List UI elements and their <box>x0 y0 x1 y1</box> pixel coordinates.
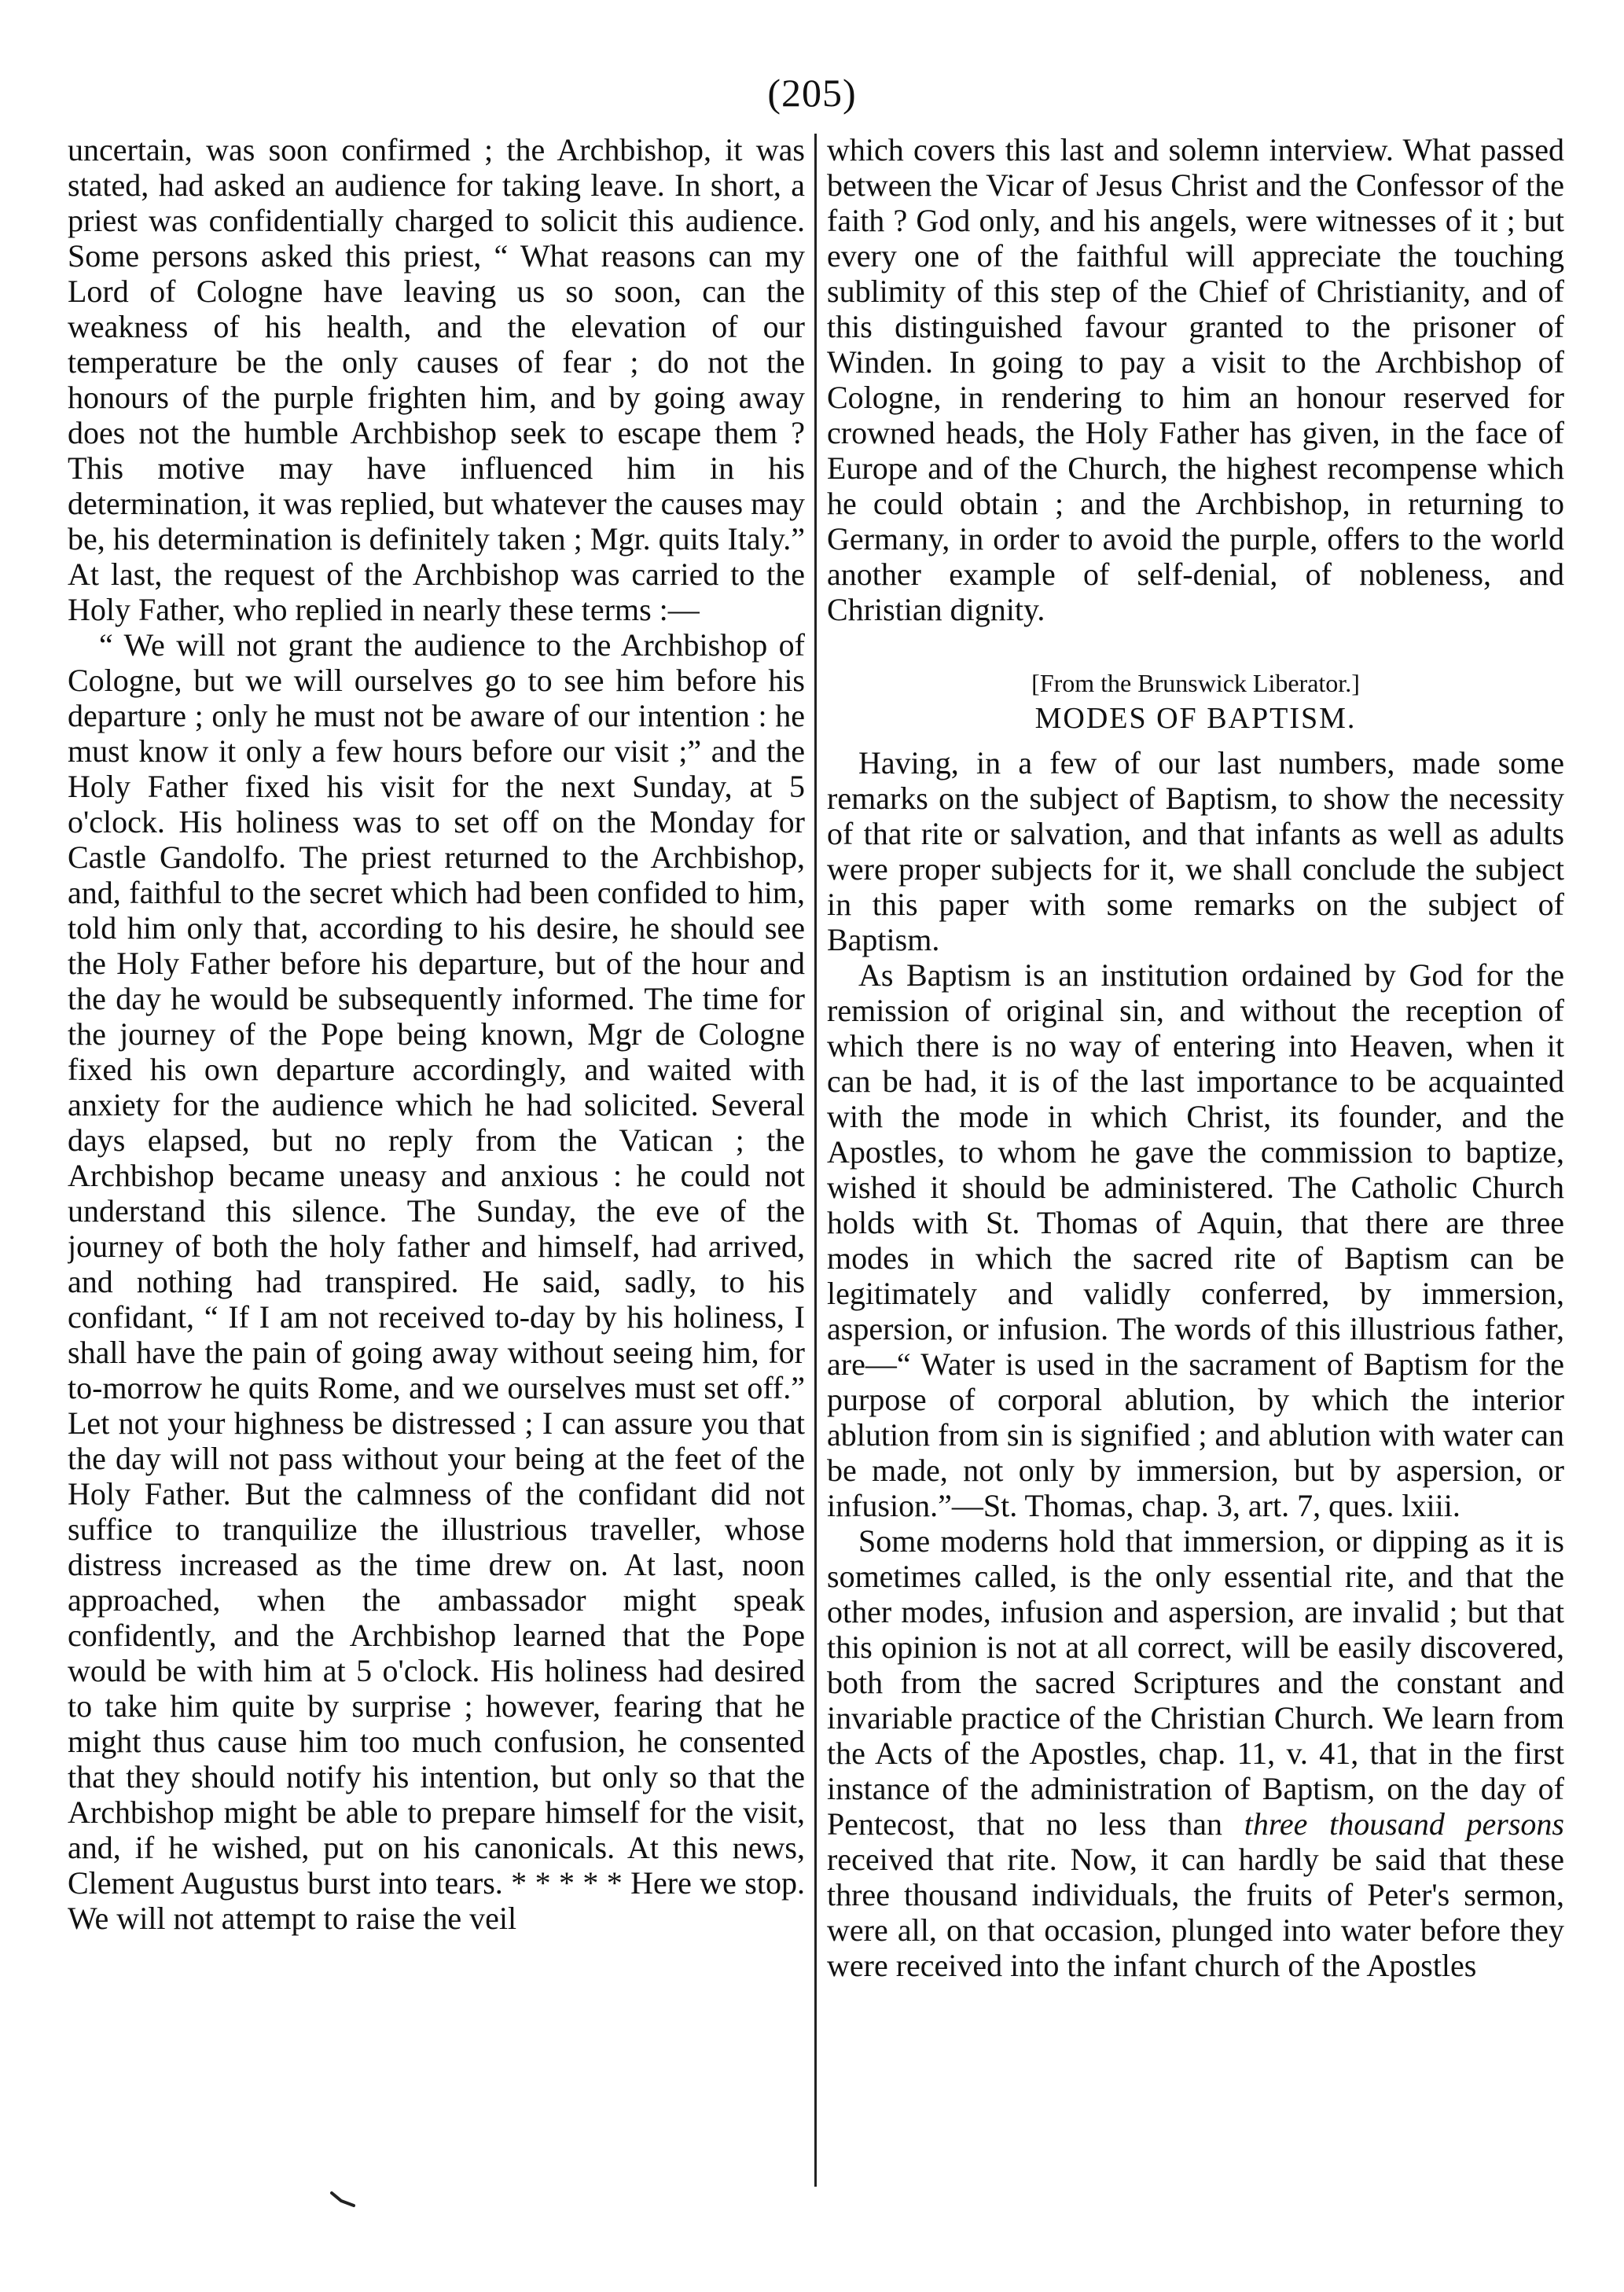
right-column <box>827 132 1564 2262</box>
right-paragraph-4-italic: three thousand persons <box>1244 1806 1564 1842</box>
article-source: [From the Brunswick Liberator.] <box>1031 669 1360 697</box>
right-paragraph-4-start: Some moderns hold that immersion, or dipping as it is sometimes called, is the only essential rite, and that the other modes, infusion and aspersion, are invalid ; but that this opinion is not at all correct, will be easily discovered, both from the sacred Scriptures and the constant and invariable practice of the Christian Church. We learn from the Acts of the Apostles, chap. 11, v. 41, that in the first instance of the administration of Baptism, on the day of Pentecost, that no less than <box>827 1523 1564 1842</box>
left-column <box>68 132 805 2262</box>
left-paragraph-1: uncertain, was soon confirmed ; the Archbishop, it was stated, had asked an audience for taking leave. In short, a priest was confidentially charged to solicit this audience. Some persons asked this priest, “ What reasons can my Lord of Cologne have leaving us so soon, can the weakness of his health, and the elevation of our temperature be the only causes of fear ; do not the honours of the purple frighten him, and by going away does not the humble Archbishop seek to escape them ? This motive may have influenced him in his determination, it was replied, but whatever the causes may be, his determination is definitely taken ; Mgr. quits Italy.” At last, the request of the Archbishop was carried to the Holy Father, who replied in nearly these terms :— <box>68 132 805 627</box>
right-paragraph-3: As Baptism is an institution ordained by God for the remission of original sin, and without the reception of which there is no way of entering into Heaven, when it can be had, it is of the last importance to be acquainted with the mode in which Christ, its founder, and the Apostles, to whom he gave the commission to baptize, wished it should be administered. The Catholic Church holds with St. Thomas of Aquin, that there are three modes in which the sacred rite of Baptism can be legitimately and validly conferred, by immersion, aspersion, or infusion. The words of this illustrious father, are—“ Water is used in the sacrament of Baptism for the purpose of corporal ablution, by which the interior ablution from sin is signified ; and ablution with water can be made, not only by immersion, but by aspersion, or infusion.”—St. Thomas, chap. 3, art. 7, ques. lxiii. <box>827 957 1564 1523</box>
ink-mark <box>330 2190 357 2209</box>
right-paragraph-2: Having, in a few of our last numbers, made some remarks on the subject of Baptism, to show the necessity of that rite or salvation, and that infants as well as adults were proper subjects for it, we shall conclude the subject in this paper with some remarks on the subject of Baptism. <box>827 745 1564 957</box>
right-paragraph-4-end: received that rite. Now, it can hardly be said that these three thousand individuals, the fruits of Peter's sermon, were all, on that occasion, plunged into water before they were received into the infant church of the Apostles <box>827 1842 1564 1983</box>
right-paragraph-4 <box>827 1523 1564 1983</box>
page-number: (205) <box>767 71 857 115</box>
column-divider <box>814 134 817 2187</box>
article-heading: MODES OF BAPTISM. <box>1034 702 1357 735</box>
right-paragraph-1: which covers this last and solemn interview. What passed between the Vicar of Jesus Christ and the Confessor of the faith ? God only, and his angels, were witnesses of it ; but every one of the faithful will appreciate the touching sublimity of this step of the Chief of Christianity, and of this distinguished favour granted to the prisoner of Winden. In going to pay a visit to the Archbishop of Cologne, in rendering to him an honour reserved for crowned heads, the Holy Father has given, in the face of Europe and of the Church, the highest recompense which he could obtain ; and the Archbishop, in returning to Germany, in order to avoid the purple, offers to the world another example of self-denial, of nobleness, and Christian dignity. <box>827 132 1564 627</box>
left-paragraph-2: “ We will not grant the audience to the Archbishop of Cologne, but we will ourselves go to see him before his departure ; only he must not be aware of our intention : he must know it only a few hours before our visit ;” and the Holy Father fixed his visit for the next Sunday, at 5 o'clock. His holiness was to set off on the Monday for Castle Gandolfo. The priest returned to the Archbishop, and, faithful to the secret which had been confided to him, told him only that, according to his desire, he should see the Holy Father before his departure, but of the hour and the day he would be subsequently informed. The time for the journey of the Pope being known, Mgr de Cologne fixed his own departure accordingly, and waited with anxiety for the audience which he had solicited. Several days elapsed, but no reply from the Vatican ; the Archbishop became uneasy and anxious : he could not understand this silence. The Sunday, the eve of the journey of both the holy father and himself, had arrived, and nothing had transpired. He said, sadly, to his confidant, “ If I am not received to-day by his holiness, I shall have the pain of going away without seeing him, for to-morrow he quits Rome, and we ourselves must set off.” Let not your highness be distressed ; I can assure you that the day will not pass without your being at the feet of the Holy Father. But the calmness of the confidant did not suffice to tranquilize the illustrious traveller, whose distress increased as the time drew on. At last, noon approached, when the ambassador might speak confidently, and the Archbishop learned that the Pope would be with him at 5 o'clock. His holiness had desired to take him quite by surprise ; however, fearing that he might thus cause him too much confusion, he consented that they should notify his intention, but only so that the Archbishop might be able to prepare himself for the visit, and, if he wished, put on his canonicals. At this news, Clement Augustus burst into tears. * * * * * Here we stop. We will not attempt to raise the veil <box>68 627 805 1936</box>
